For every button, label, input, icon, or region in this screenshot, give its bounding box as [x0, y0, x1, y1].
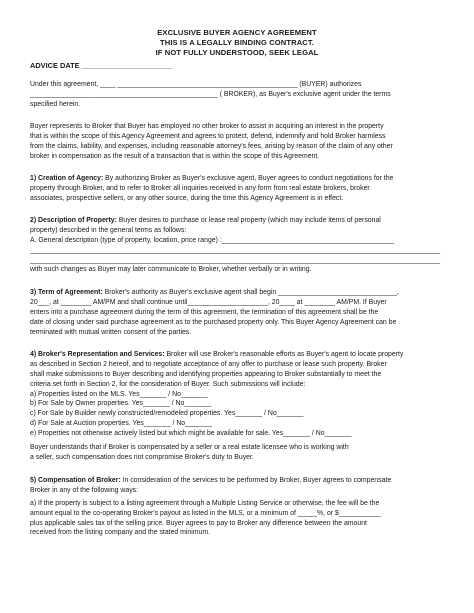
s4-item-d: d) For Sale at Auction properties. Yes_______ / No_______	[30, 420, 212, 428]
s1-line-1: By authorizing Broker as Buyer's exclusive agent, Buyer agrees to conduct negotiations for the	[103, 175, 394, 182]
represent-line-4: broker in compensation as the result of a transaction that is within the scope of this Agreement.	[30, 152, 320, 160]
s4-understand-line-1: Buyer understands that if Broker is compensated by a seller or a real estate licensee who is working with	[30, 444, 349, 452]
represent-line-2: that is within the scope of this Agency Agreement and agrees to protect, defend, indemnify and hold Broker harmless	[30, 132, 386, 140]
s4-item-c: c) For Sale by Builder newly constructed/remodeled properties. Yes_______ / No_______	[30, 410, 304, 418]
represent-line-3: from the claims, liability, and expenses, including reasonable attorney's fees, arising by reason of the claim of any other	[30, 142, 393, 150]
section-term-of-agreement	[30, 288, 443, 337]
s3-line-4: date of closing under said purchase agreement as to the purchased property only. This Buyer Agency Agreement can be	[30, 318, 397, 326]
s3-line-3: enters into a purchase agreement during the term of this agreement, the termination of this agreement shall be the	[30, 308, 379, 316]
s5-line-5: plus applicable sales tax of the selling price. Buyer agrees to pay to Broker any difference between the amount	[30, 519, 367, 527]
s2-line-4: ___________________________________________________________________________________________________________	[30, 246, 441, 254]
s4-item-b: b) For Sale by Owner properties. Yes_______ / No_______	[30, 400, 212, 408]
s2-line-2: property) described in the general terms as follows:	[30, 226, 187, 234]
s4-line-3: shall make submissions to Buyer describing and identifying properties appearing to Broker substantially to meet the	[30, 370, 382, 378]
intro-line-1: Under this agreement, ____ _______________________________________________ (BUYER) authorizes	[30, 81, 362, 88]
section-description-of-property	[30, 216, 443, 275]
advice-date: ADVICE DATE ______________________	[30, 61, 173, 70]
section-5-heading: 5) Compensation of Broker:	[30, 477, 121, 484]
title-line-2: THIS IS A LEGALLY BINDING CONTRACT.	[160, 38, 314, 47]
intro-line-2: _________________________________________________ ( BROKER), as Buyer's exclusive agent under the terms	[30, 90, 391, 98]
s4-item-e: e) Properties not otherwise actively listed but which might be available for sale. Yes_______ / No_______	[30, 430, 352, 438]
s2-line-3: A. General description (type of property, location, price range) :_____________________________________________	[30, 236, 395, 244]
s5-line-6: received from the listing company and the stated minimum.	[30, 529, 211, 537]
s5-line-2: Broker in any of the following ways:	[30, 486, 139, 494]
s4-understand-line-2: a seller, such compensation does not compromise Broker's duty to Buyer.	[30, 453, 254, 461]
s5-line-4: amount equal to the co-operating Broker's payout as listed in the MLS, or a minimum of _____%, or $___________	[30, 509, 382, 517]
intro-paragraph	[30, 80, 443, 110]
representation-paragraph	[30, 122, 443, 162]
section-broker-representation	[30, 350, 443, 463]
s2-line-5: ___________________________________________________________________________________________________________	[30, 256, 441, 264]
represent-line-1: Buyer represents to Broker that Buyer has employed no other broker to assist in acquiring an interest in the property	[30, 123, 384, 130]
s1-line-3: associates, prospective sellers, or any other source, during the time this Agency Agreement is in effect.	[30, 194, 344, 202]
s4-line-1: Broker will use Broker's reasonable efforts as Buyer's agent to locate property	[164, 351, 404, 358]
intro-line-3: specified herein.	[30, 100, 81, 108]
section-creation-of-agency	[30, 174, 443, 204]
s2-line-1: Buyer desires to purchase or lease real property (which may include items of personal	[116, 217, 381, 224]
section-4-heading: 4) Broker's Representation and Services:	[30, 351, 165, 358]
s4-item-a: a) Properties listed on the MLS. Yes_______ / No_______	[30, 390, 208, 398]
s3-line-1: Broker's authority as Buyer's exclusive agent shall begin _______________________________,	[102, 289, 399, 296]
s1-line-2: property through Broker, and to refer to Broker all inquiries received in any form from real estate brokers, broker	[30, 184, 370, 192]
s5-line-1: In consideration of the services to be performed by Broker, Buyer agrees to compensate	[120, 477, 392, 484]
s3-line-5: terminated with mutual written consent of the parties.	[30, 328, 192, 336]
title-line-3: IF NOT FULLY UNDERSTOOD, SEEK LEGAL	[155, 48, 319, 57]
s3-line-2: 20___, at ________ AM/PM and shall continue until_____________________, 20____ at ________ AM/PM. If Buyer	[30, 298, 387, 306]
s4-line-2: as described in Section 2 hereof, and to negotiate acceptance of any offer to purchase or lease such property. Broker	[30, 360, 387, 368]
title-line-1: EXCLUSIVE BUYER AGENCY AGREEMENT	[157, 28, 317, 37]
section-1-heading: 1) Creation of Agency:	[30, 175, 104, 182]
section-3-heading: 3) Term of Agreement:	[30, 289, 103, 296]
section-compensation-of-broker	[30, 476, 443, 538]
s4-line-4: criteria set forth in Section 2, for the consideration of Buyer. Such submissions will include:	[30, 380, 306, 388]
s2-line-6: with such changes as Buyer may later communicate to Broker, whether verbally or in writing.	[30, 266, 312, 274]
s5-line-3: a) If the property is subject to a listing agreement through a Multiple Listing Service or otherwise, the fee will be the	[30, 499, 380, 507]
section-2-heading: 2) Description of Property:	[30, 217, 117, 224]
